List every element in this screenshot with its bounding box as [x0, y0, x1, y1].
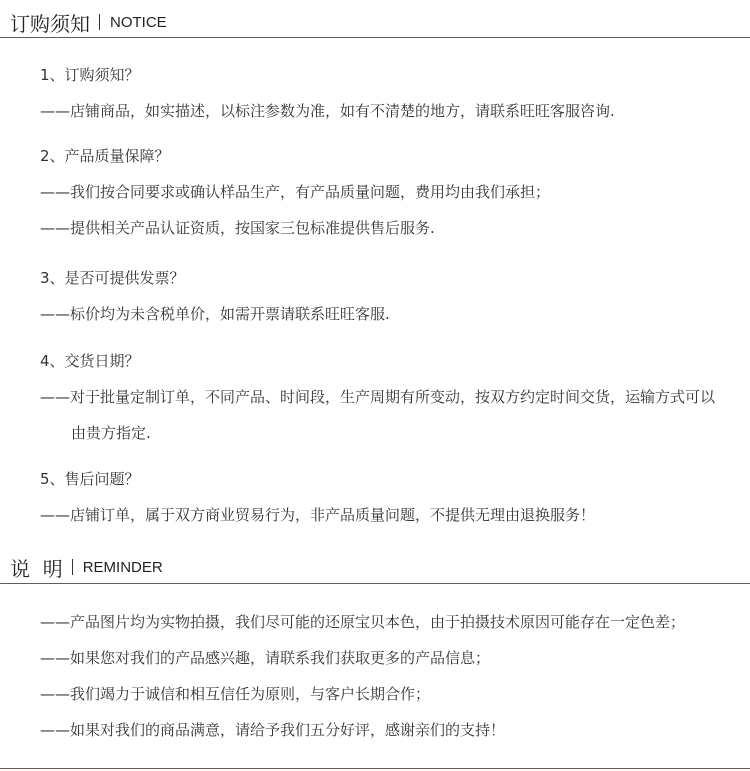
notice-q5: 5、售后问题？ [40, 470, 140, 488]
notice-a3: ——标价均为未含税单价，如需开票请联系旺旺客服. [40, 305, 390, 323]
notice-q2: 2、产品质量保障？ [40, 147, 170, 165]
notice-heading [10, 8, 167, 36]
reminder-item-1: ——产品图片均为实物拍摄，我们尽可能的还原宝贝本色，由于拍摄技术原因可能存在一定色差； [40, 613, 686, 631]
notice-q4: 4、交货日期？ [40, 352, 140, 370]
notice-a1: ——店铺商品，如实描述，以标注参数为准，如有不清楚的地方，请联系旺旺客服咨询. [40, 102, 615, 120]
notice-q3: 3、是否可提供发票？ [40, 269, 185, 287]
notice-rule [0, 37, 750, 38]
notice-a4: ——对于批量定制订单，不同产品、时间段，生产周期有所变动，按双方约定时间交货，运输方式可以 [40, 388, 716, 406]
notice-a4-cont: 由贵方指定. [71, 424, 151, 442]
reminder-item-4: ——如果对我们的商品满意，请给予我们五分好评，感谢亲们的支持！ [40, 721, 506, 739]
reminder-heading [10, 553, 163, 581]
notice-a5: ——店铺订单，属于双方商业贸易行为，非产品质量问题，不提供无理由退换服务！ [40, 506, 596, 524]
notice-q1: 1、订购须知？ [40, 66, 140, 84]
notice-a2-2: ——提供相关产品认证资质，按国家三包标准提供售后服务. [40, 219, 435, 237]
reminder-item-2: ——如果您对我们的产品感兴趣，请联系我们获取更多的产品信息； [40, 649, 491, 667]
notice-title-zh: 订购须知 [10, 11, 90, 36]
reminder-title-en: REMINDER [82, 558, 163, 576]
reminder-rule [0, 583, 750, 584]
reminder-item-3: ——我们竭力于诚信和相互信任为原则，与客户长期合作； [40, 685, 431, 703]
notice-title-en: NOTICE [110, 13, 167, 31]
heading-divider [72, 559, 73, 575]
heading-divider [99, 14, 100, 30]
reminder-title-zh: 说 明 [10, 556, 63, 581]
notice-a2-1: ——我们按合同要求或确认样品生产，有产品质量问题，费用均由我们承担； [40, 183, 551, 201]
bottom-rule [0, 768, 750, 769]
